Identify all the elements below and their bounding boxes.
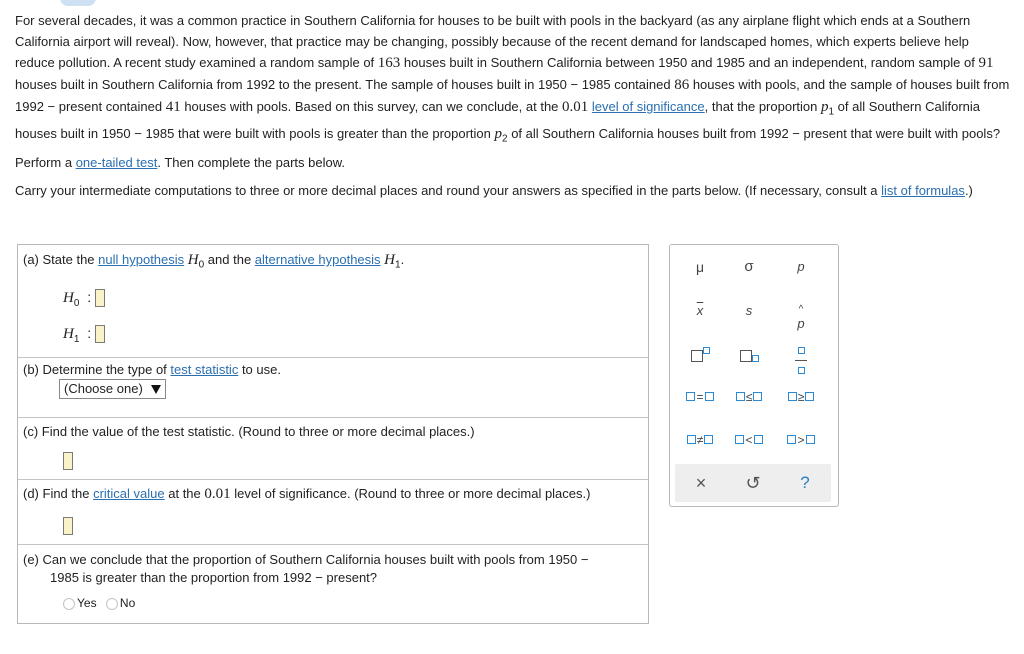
superscript-button[interactable] bbox=[680, 343, 720, 367]
no-radio[interactable] bbox=[106, 598, 118, 610]
not-equal-button[interactable]: ≠ bbox=[680, 427, 720, 451]
level-of-significance-link[interactable]: level of significance bbox=[591, 99, 705, 114]
critical-value-answer-input[interactable] bbox=[63, 517, 73, 535]
part-d-prompt: (d) Find the critical value at the 0.01 level of significance. (Round to three or more decimal places.) bbox=[23, 486, 591, 502]
greater-than-button[interactable]: > bbox=[781, 427, 821, 451]
palette-footer bbox=[675, 464, 831, 502]
problem-statement: For several decades, it was a common practice in Southern California for houses to be built with pools in the backyard (as any airplane flight which ends at a Southern California airport will reveal). Now, however, that practice may be changing, possibly because of the recent demand for landscaped homes, which experts believe help reduce pollution. A recent study examined a random sample of 163 houses built in Southern California between 1950 and 1985 and an independent, random sample of 91 houses built in Southern California from 1992 to the present. The sample of houses built in 1950 − 1985 contained 86 houses with pools, and the sample of houses built from 1992 − present contained 41 houses with pools. Based on this survey, can we conclude, at the 0.01 level of significance, that the proportion $p_1$ of all Southern California houses built in 1950 − 1985 that were built with pools is greater than the proportion $p_2$ of all Southern California houses built from 1992 − present that were built with pools? bbox=[15, 13, 1010, 145]
test-statistic-link[interactable]: test statistic bbox=[170, 362, 239, 377]
top-tab-nub bbox=[60, 0, 96, 6]
base-box-icon bbox=[740, 350, 752, 362]
yes-radio[interactable] bbox=[63, 598, 75, 610]
part-b bbox=[18, 357, 648, 418]
part-b-prompt: (b) Determine the type of test statistic to use. bbox=[23, 362, 281, 377]
critical-value-link[interactable]: critical value bbox=[93, 486, 165, 501]
close-icon[interactable]: × bbox=[695, 473, 707, 493]
part-d bbox=[18, 479, 648, 545]
carry-instruction: Carry your intermediate computations to three or more decimal places and round your answers as specified in the parts below. (If necessary, consult a list of formulas.) bbox=[15, 183, 973, 198]
fraction-button[interactable] bbox=[781, 343, 821, 369]
dropdown-arrow-icon bbox=[151, 385, 161, 394]
part-e-prompt: (e) Can we conclude that the proportion of Southern California houses built with pools from 1950 − 1985 is greater than the proportion from 1992 − present? bbox=[23, 552, 589, 585]
subscript-box-icon bbox=[752, 355, 759, 362]
conclusion-radio-group bbox=[63, 596, 141, 610]
yes-option[interactable]: Yes bbox=[63, 596, 97, 610]
part-a bbox=[18, 245, 648, 358]
h0-answer-input[interactable] bbox=[95, 289, 105, 307]
test-statistic-dropdown[interactable]: (Choose one) bbox=[59, 379, 166, 399]
x-bar-button[interactable]: $\overline{x}$ bbox=[696, 303, 704, 318]
no-option[interactable]: No bbox=[106, 596, 135, 610]
list-of-formulas-link[interactable]: list of formulas bbox=[881, 183, 965, 198]
undo-icon[interactable]: ↺ bbox=[745, 473, 761, 493]
test-statistic-answer-input[interactable] bbox=[63, 452, 73, 470]
exponent-box-icon bbox=[703, 347, 710, 354]
perform-instruction: Perform a one-tailed test. Then complete the parts below. bbox=[15, 155, 346, 170]
greater-equal-button[interactable]: ≥ bbox=[781, 384, 821, 408]
sigma-button[interactable]: σ bbox=[744, 258, 754, 275]
p-button[interactable]: p bbox=[797, 259, 805, 274]
part-a-prompt: (a) State the null hypothesis $H_0$ and the alternative hypothesis $H_1$. bbox=[23, 252, 405, 271]
numerator-box-icon bbox=[798, 347, 805, 354]
part-e bbox=[18, 544, 648, 622]
null-hypothesis-link[interactable]: null hypothesis bbox=[98, 252, 185, 267]
subscript-button[interactable] bbox=[729, 343, 769, 367]
one-tailed-test-link[interactable]: one-tailed test bbox=[75, 155, 158, 170]
h1-answer-input[interactable] bbox=[95, 325, 105, 343]
math-palette bbox=[669, 244, 839, 507]
equals-button[interactable]: = bbox=[680, 384, 720, 408]
s-button[interactable]: s bbox=[745, 303, 753, 318]
part-c bbox=[18, 417, 648, 480]
help-icon[interactable]: ? bbox=[800, 473, 810, 492]
h1-row: $H_1$ : bbox=[63, 325, 105, 345]
part-c-prompt: (c) Find the value of the test statistic. (Round to three or more decimal places.) bbox=[23, 424, 475, 439]
alternative-hypothesis-link[interactable]: alternative hypothesis bbox=[254, 252, 381, 267]
less-equal-button[interactable]: ≤ bbox=[729, 384, 769, 408]
less-than-button[interactable]: < bbox=[729, 427, 769, 451]
h0-row: $H_0$ : bbox=[63, 289, 105, 309]
mu-button[interactable]: μ bbox=[695, 259, 705, 275]
question-panel bbox=[17, 244, 649, 624]
denominator-box-icon bbox=[798, 367, 805, 374]
base-box-icon bbox=[691, 350, 703, 362]
p-hat-button[interactable]: ^ p bbox=[797, 304, 805, 331]
